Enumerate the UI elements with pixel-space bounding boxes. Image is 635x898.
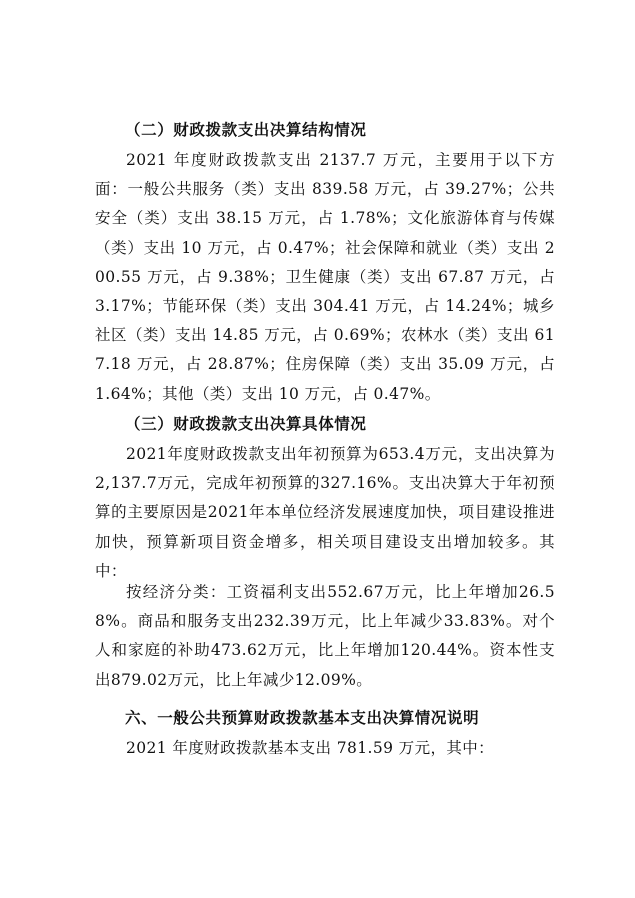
section-6-heading: 六、一般公共预算财政拨款基本支出决算情况说明 <box>125 709 480 727</box>
section-2-paragraph: 2021 年度财政拨款支出 2137.7 万元，主要用于以下方面：一般公共服务（类）支出 839.58 万元，占 39.27%；公共安全（类）支出 38.15 万元，占 1.78%；文化旅游体育与传媒（类）支出 10 万元，占 0.47%；社会保障和就业（类）支出 200.55 万元，占 9.38%；卫生健康（类）支出 67.87 万元，占 3.17%；节能环保（类）支出 304.41 万元，占 14.24%；城乡社区（类）支出 14.85 万元，占 0.69%；农林水（类）支出 617.18 万元，占 28.87%；住房保障（类）支出 35.09 万元，占 1.64%；其他（类）支出 10 万元，占 0.47%。 <box>95 151 555 403</box>
section-3-heading: （三）财政拨款支出决算具体情况 <box>125 415 367 433</box>
economic-classification-paragraph: 按经济分类：工资福利支出552.67万元，比上年增加26.58%。商品和服务支出232.39万元，比上年减少33.83%。对个人和家庭的补助473.62万元，比上年增加120.44%。资本性支出879.02万元，比上年减少12.09%。 <box>95 583 555 689</box>
section-3-paragraph: 2021年度财政拨款支出年初预算为653.4万元，支出决算为2,137.7万元，完成年初预算的327.16%。支出决算大于年初预算的主要原因是2021年本单位经济发展速度加快，项目建设推进加快，预算新项目资金增多，相关项目建设支出增加较多。其中： <box>95 445 555 580</box>
section-2-heading: （二）财政拨款支出决算结构情况 <box>125 121 367 139</box>
section-6-paragraph: 2021 年度财政拨款基本支出 781.59 万元，其中： <box>126 739 495 757</box>
